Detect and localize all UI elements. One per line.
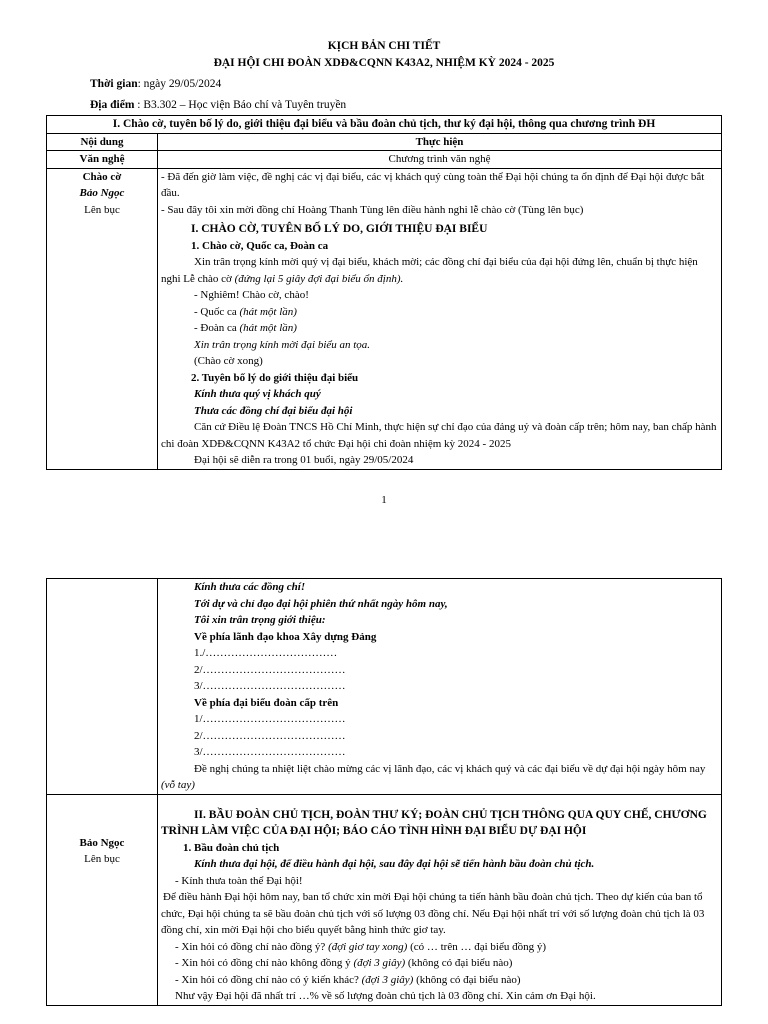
row-label-empty bbox=[47, 579, 158, 795]
list-item: 2/………………………………… bbox=[194, 729, 346, 742]
column-header-row bbox=[47, 133, 722, 151]
paragraph-text: (có … trên … đại biểu đồng ý) bbox=[407, 940, 547, 953]
stage-direction: (hát một lần) bbox=[239, 305, 297, 318]
row-content-flag bbox=[158, 168, 722, 469]
time-line bbox=[90, 76, 221, 93]
document-title: KỊCH BẢN CHI TIẾT bbox=[327, 40, 441, 52]
paragraph-text: - Quốc ca bbox=[194, 305, 240, 318]
paragraph-text: (không có đại biểu nào) bbox=[413, 973, 521, 986]
list-item: 1/………………………………… bbox=[194, 713, 346, 725]
row-content-intro bbox=[158, 579, 722, 795]
left-cell-line: Lên bục bbox=[84, 853, 120, 865]
table-row bbox=[47, 794, 722, 1005]
paragraph bbox=[161, 304, 718, 321]
paragraph: - Sau đây tôi xin mời đồng chí Hoàng Thanh Tùng lên điều hành nghi lễ chào cờ (Tùng lên bục) bbox=[161, 203, 584, 216]
paragraph-text: - Đoàn ca bbox=[194, 322, 240, 334]
list-item: 2/………………………………… bbox=[194, 663, 346, 676]
paragraph: - Kính thưa toàn thể Đại hội! bbox=[175, 874, 303, 887]
row-content-election bbox=[158, 794, 722, 1005]
paragraph bbox=[161, 761, 718, 794]
paragraph: - Đã đến giờ làm việc, đề nghị các vị đại biểu, các vị khách quý cùng toàn thể Đại hội chúng ta ổn định để Đại hội được bắt đầu. bbox=[161, 170, 705, 199]
subsection-heading: Về phía đại biểu đoàn cấp trên bbox=[194, 696, 339, 709]
paragraph-text: (không có đại biểu nào) bbox=[405, 957, 513, 969]
salutation: Tôi xin trân trọng giới thiệu: bbox=[194, 614, 326, 626]
table-row bbox=[47, 168, 722, 469]
salutation: Thưa các đồng chí đại biểu đại hội bbox=[194, 404, 353, 417]
script-table-page1 bbox=[46, 115, 722, 470]
paragraph bbox=[161, 955, 718, 972]
stage-direction: (đợi 3 giây) bbox=[353, 957, 406, 969]
row-label-flag bbox=[47, 168, 158, 469]
stage-direction: (vỗ tay) bbox=[161, 779, 195, 791]
stage-direction: (đợi 3 giây) bbox=[361, 973, 414, 986]
place-label: Địa điểm bbox=[90, 99, 135, 111]
paragraph-text: Xin trân trọng kính mời quý vị đại biểu, khách mời; các đồng chí đại biểu của đại hội đứng lên, chuẩn bị thực hiện nghi Lễ chào cờ bbox=[161, 256, 698, 285]
row-label-election bbox=[47, 794, 158, 1005]
paragraph-text: - Xin hỏi có đồng chí nào có ý kiến khác? bbox=[175, 973, 362, 986]
left-cell-line: Lên bục bbox=[84, 203, 120, 216]
subsection-heading: 1. Bầu đoàn chủ tịch bbox=[183, 841, 280, 854]
list-item: 3/………………………………… bbox=[194, 680, 346, 692]
paragraph: Căn cứ Điều lệ Đoàn TNCS Hồ Chí Minh, thực hiện sự chỉ đạo của đảng uỷ và đoàn cấp trên; hôm nay, ban chấp hành chi đoàn XDĐ&CQNN K43A2 tổ chức Đại hội chi đoàn nhiệm kỳ 2024 - 2025 bbox=[161, 421, 717, 450]
presenter-name: Bảo Ngọc bbox=[79, 836, 125, 849]
salutation: Kính thưa đại hội, để điều hành đại hội, sau đây đại hội sẽ tiến hành bầu đoàn chủ tịch. bbox=[194, 858, 595, 870]
salutation: Kính thưa quý vị khách quý bbox=[194, 388, 321, 400]
paragraph: (Chào cờ xong) bbox=[194, 355, 263, 367]
paragraph bbox=[161, 320, 718, 337]
subsection-heading: 1. Chào cờ, Quốc ca, Đoàn ca bbox=[191, 239, 329, 252]
title-block bbox=[0, 38, 768, 72]
list-item: 1./……………………………… bbox=[194, 647, 338, 659]
paragraph: Để điều hành Đại hội hôm nay, ban tổ chức xin mời Đại hội chúng ta tiến hành bầu đoàn chủ tịch. Theo dự kiến của ban tổ chức, Đại hội chúng ta sẽ bầu đoàn chủ tịch với số lượng 03 đồng chí. Nếu Đại hội nhất trí với số lượng đoàn chủ tịch là 03 đồng chí, xin mời Đại hội cho biểu quyết bằng hình thức giơ tay. bbox=[161, 891, 705, 936]
column-header-content: Nội dung bbox=[47, 133, 158, 151]
section-heading: II. BẦU ĐOÀN CHỦ TỊCH, ĐOÀN THƯ KÝ; ĐOÀN CHỦ TỊCH THÔNG QUA QUY CHẾ, CHƯƠNG TRÌNH LÀM VIỆC CỦA ĐẠI HỘI; BÁO CÁO TÌNH HÌNH ĐẠI BIỂU DỰ ĐẠI HỘI bbox=[161, 808, 707, 837]
page-number: 1 bbox=[381, 494, 387, 506]
document-subtitle: ĐẠI HỘI CHI ĐOÀN XDĐ&CQNN K43A2, NHIỆM KỲ 2024 - 2025 bbox=[213, 57, 555, 69]
subsection-heading: Về phía lãnh đạo khoa Xây dựng Đảng bbox=[194, 630, 377, 643]
presenter-name: Bảo Ngọc bbox=[79, 187, 125, 199]
paragraph-text: - Xin hỏi có đồng chí nào không đồng ý bbox=[175, 957, 354, 969]
script-table-page2 bbox=[46, 578, 722, 1006]
section-header: I. Chào cờ, tuyên bố lý do, giới thiệu đại biểu và bầu đoàn chủ tịch, thư ký đại hội, thông qua chương trình ĐH bbox=[47, 116, 722, 134]
section-heading: I. CHÀO CỜ, TUYÊN BỐ LÝ DO, GIỚI THIỆU ĐẠI BIỂU bbox=[191, 223, 488, 235]
paragraph bbox=[161, 254, 718, 287]
salutation: Tới dự và chỉ đạo đại hội phiên thứ nhất ngày hôm nay, bbox=[194, 597, 448, 610]
paragraph bbox=[161, 939, 718, 956]
time-value: : ngày 29/05/2024 bbox=[137, 78, 222, 90]
paragraph-text: Đề nghị chúng ta nhiệt liệt chào mừng các vị lãnh đạo, các vị khách quý và các đại biểu về dự đại hội ngày hôm nay bbox=[194, 762, 706, 775]
place-line bbox=[90, 97, 346, 114]
stage-direction: (hát một lần) bbox=[239, 322, 297, 334]
column-header-action: Thực hiện bbox=[158, 133, 722, 151]
stage-direction: (đứng lại 5 giây đợi đại biểu ổn định). bbox=[234, 272, 404, 285]
paragraph: Như vậy Đại hội đã nhất trí …% về số lượng đoàn chủ tịch là 03 đồng chí. Xin cảm ơn Đại hội. bbox=[175, 990, 596, 1002]
row-value-arts: Chương trình văn nghệ bbox=[158, 151, 722, 169]
left-cell-line: Chào cờ bbox=[82, 170, 122, 183]
paragraph: Đại hội sẽ diễn ra trong 01 buổi, ngày 29/05/2024 bbox=[194, 454, 414, 466]
subsection-heading: 2. Tuyên bố lý do giới thiệu đại biểu bbox=[191, 371, 359, 384]
stage-direction: (đợi giơ tay xong) bbox=[328, 940, 408, 953]
paragraph bbox=[161, 972, 718, 989]
row-label-arts: Văn nghệ bbox=[47, 151, 158, 169]
paragraph: - Nghiêm! Chào cờ, chào! bbox=[194, 289, 309, 301]
paragraph: Xin trân trọng kính mời đại biểu an tọa. bbox=[194, 338, 371, 351]
list-item: 3/………………………………… bbox=[194, 746, 346, 758]
place-value: : B3.302 – Học viện Báo chí và Tuyên truyền bbox=[134, 99, 347, 111]
table-row bbox=[47, 151, 722, 169]
time-label: Thời gian bbox=[90, 78, 138, 90]
salutation: Kính thưa các đồng chí! bbox=[194, 581, 306, 593]
paragraph-text: - Xin hỏi có đồng chí nào đồng ý? bbox=[175, 940, 329, 953]
section-header-row bbox=[47, 116, 722, 134]
table-row bbox=[47, 579, 722, 795]
